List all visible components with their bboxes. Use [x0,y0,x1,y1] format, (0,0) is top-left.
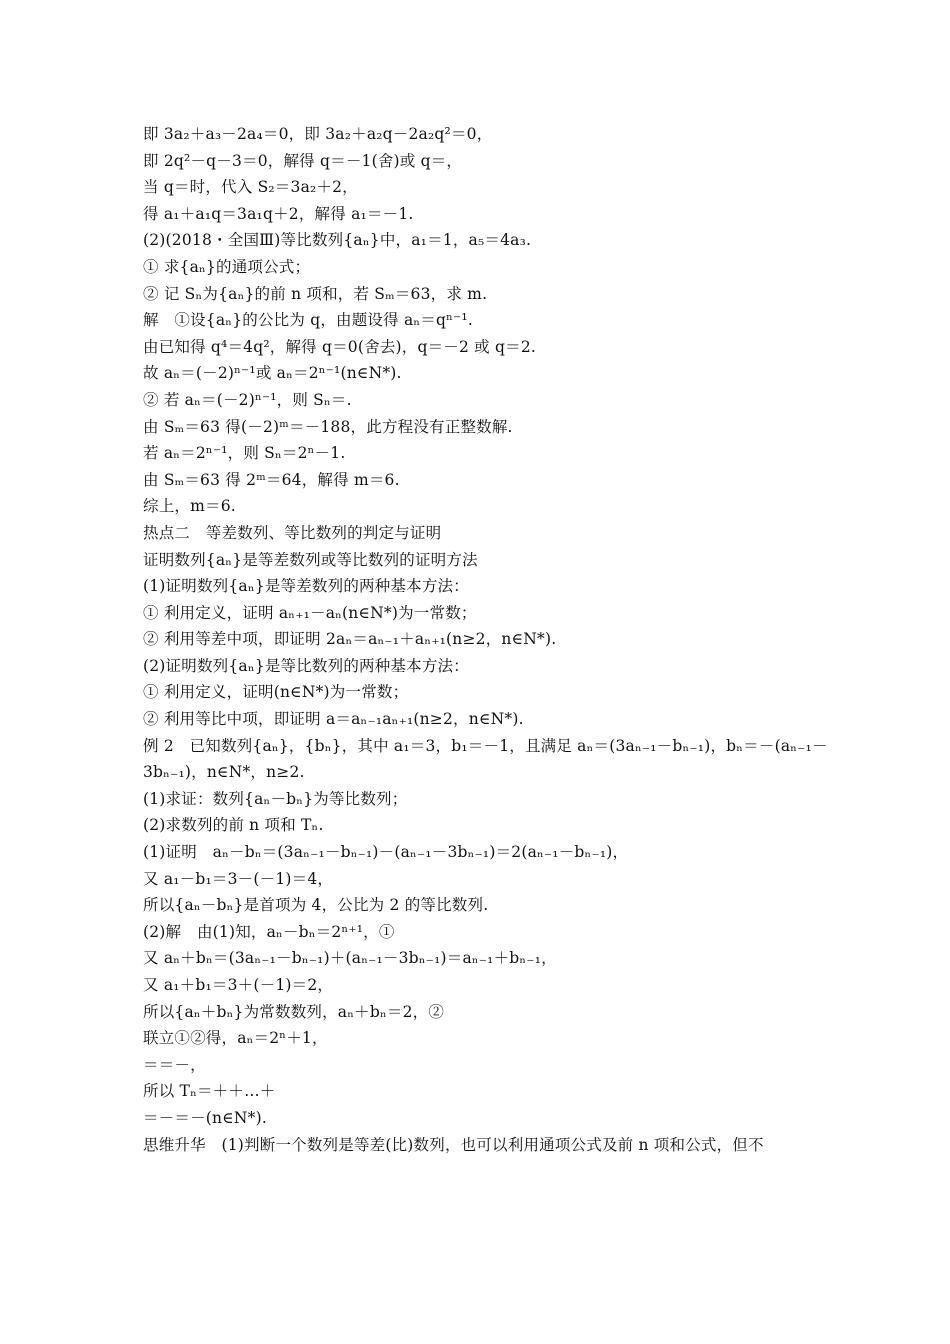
text-line: ① 利用定义，证明 aₙ₊₁－aₙ(n∈N*)为一常数； [143,603,477,622]
text-line: 由 Sₘ＝63 得 2ᵐ＝64，解得 m＝6. [143,470,400,489]
text-line: ＝－＝－(n∈N*). [143,1108,267,1127]
text-line: ② 若 aₙ＝(－2)ⁿ⁻¹，则 Sₙ＝. [143,390,352,409]
text-line: 又 a₁－b₁＝3－(－1)＝4， [143,869,334,888]
text-line: ② 利用等比中项，即证明 a＝aₙ₋₁aₙ₊₁(n≥2，n∈N*). [143,710,524,729]
text-line: 即 3a₂＋a₃－2a₄＝0，即 3a₂＋a₂q－2a₂q²＝0， [143,125,493,143]
text-line: 即 2q²－q－3＝0，解得 q＝－1(舍)或 q＝， [143,151,463,170]
text-line: (2)求数列的前 n 项和 Tₙ. [143,816,324,835]
summary-line: 思维升华 (1)判断一个数列是等差(比)数列，也可以利用通项公式及前 n 项和公式，但不 [143,1135,764,1154]
text-line: ＝＝－， [143,1055,206,1074]
example-statement: 例 2 已知数列{aₙ}，{bₙ}，其中 a₁＝3，b₁＝－1，且满足 aₙ＝(3aₙ₋₁－bₙ₋₁)，bₙ＝－(aₙ₋₁－ [143,736,828,755]
text-line: 当 q＝时，代入 S₂＝3a₂＋2， [143,178,358,197]
text-line: 3bₙ₋₁)，n∈N*，n≥2. [143,763,305,782]
text-line: 又 a₁＋b₁＝3＋(－1)＝2， [143,976,334,994]
text-line: ① 利用定义，证明(n∈N*)为一常数； [143,683,409,702]
text-line: 所以 Tₙ＝＋＋…＋ [143,1082,276,1101]
text-line: 证明数列{aₙ}是等差数列或等比数列的证明方法 [143,550,478,569]
problem-statement: (2)(2018・全国Ⅲ)等比数列{aₙ}中，a₁＝1，a₅＝4a₃. [143,231,532,250]
text-line: 由 Sₘ＝63 得(－2)ᵐ＝－188，此方程没有正整数解. [143,417,513,436]
proof-start: (1)证明 aₙ－bₙ＝(3aₙ₋₁－bₙ₋₁)－(aₙ₋₁－3bₙ₋₁)＝2(aₙ₋₁－bₙ₋₁)， [143,843,629,862]
text-line: (1)求证：数列{aₙ－bₙ}为等比数列； [143,789,408,808]
document-body [143,121,833,1158]
text-line: 得 a₁＋a₁q＝3a₁q＋2，解得 a₁＝－1. [143,204,414,223]
text-line: ② 记 Sₙ为{aₙ}的前 n 项和，若 Sₘ＝63，求 m. [143,284,488,303]
text-line: 若 aₙ＝2ⁿ⁻¹，则 Sₙ＝2ⁿ－1. [143,444,346,463]
section-heading: 热点二 等差数列、等比数列的判定与证明 [143,523,442,542]
text-line: 所以{aₙ＋bₙ}为常数数列，aₙ＋bₙ＝2，② [143,1002,445,1021]
text-line: ② 利用等差中项，即证明 2aₙ＝aₙ₋₁＋aₙ₊₁(n≥2，n∈N*). [143,630,557,649]
text-line: (1)证明数列{aₙ}是等差数列的两种基本方法： [143,577,469,596]
solution-start: (2)解 由(1)知，aₙ－bₙ＝2ⁿ⁺¹，① [143,922,395,941]
text-line: 故 aₙ＝(－2)ⁿ⁻¹或 aₙ＝2ⁿ⁻¹(n∈N*). [143,364,402,383]
text-line: 联立①②得，aₙ＝2ⁿ＋1， [143,1029,328,1048]
text-line: 又 aₙ＋bₙ＝(3aₙ₋₁－bₙ₋₁)＋(aₙ₋₁－3bₙ₋₁)＝aₙ₋₁＋bₙ₋₁， [143,949,557,968]
text-line: ① 求{aₙ}的通项公式； [143,257,311,276]
text-line: 综上，m＝6. [143,497,236,516]
text-line: 由已知得 q⁴＝4q²，解得 q＝0(舍去)，q＝－2 或 q＝2. [143,337,537,356]
text-line: 所以{aₙ－bₙ}是首项为 4，公比为 2 的等比数列. [143,896,489,915]
text-line: (2)证明数列{aₙ}是等比数列的两种基本方法： [143,656,469,675]
solution-start: 解 ①设{aₙ}的公比为 q，由题设得 aₙ＝qⁿ⁻¹. [143,311,473,330]
